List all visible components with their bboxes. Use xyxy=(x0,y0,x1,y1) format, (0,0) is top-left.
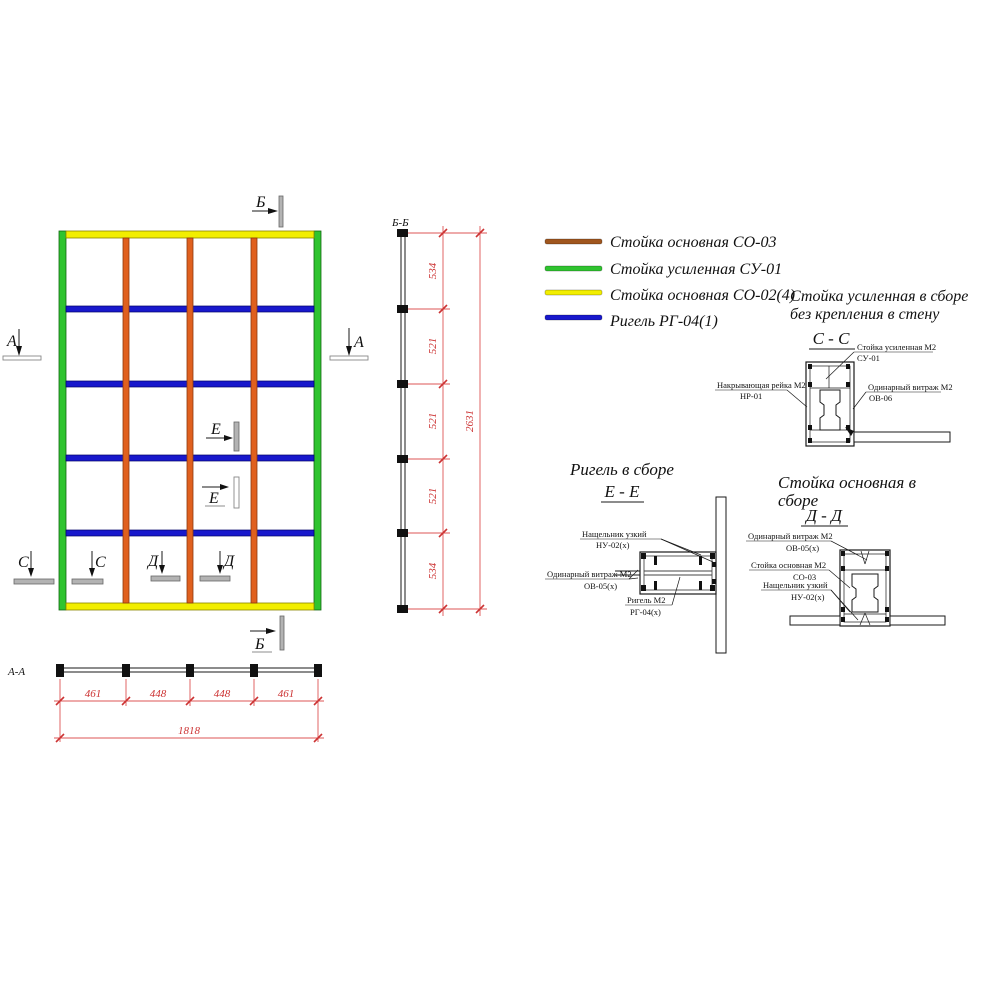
cut-plane-bar xyxy=(3,356,41,360)
callout-nr01 xyxy=(715,380,807,407)
legend-swatch-co03 xyxy=(545,239,602,244)
dim-value: 534 xyxy=(427,262,439,280)
detail-dd-section-label: Д - Д xyxy=(806,506,842,525)
cut-plane-bar xyxy=(72,579,103,584)
svg-text:Нащельник узкий: Нащельник узкий xyxy=(763,580,828,590)
legend xyxy=(545,234,795,330)
dim-value: 521 xyxy=(427,337,439,355)
glazing-bar-left xyxy=(790,616,840,625)
cut-plane-bar xyxy=(330,356,368,360)
dim-total-value: 1818 xyxy=(178,725,200,737)
marker-letter-e-lower: Е xyxy=(209,490,219,507)
legend-label-co03: Стойка основная СО-03 xyxy=(610,234,777,251)
stanchion-reinforced-right xyxy=(314,231,321,610)
arrow-down-icon xyxy=(217,565,223,574)
marker-letter-b-top: Б xyxy=(256,194,266,211)
detail-ee-section-label: Е - Е xyxy=(604,482,640,501)
stanchion-reinforced-left xyxy=(59,231,66,610)
svg-text:НУ-02(х): НУ-02(х) xyxy=(596,540,630,550)
svg-text:Стойка усиленная М2: Стойка усиленная М2 xyxy=(857,342,937,352)
callout-ov05 xyxy=(545,569,638,591)
arrow-down-icon xyxy=(28,568,34,577)
svg-text:СУ-01: СУ-01 xyxy=(857,353,880,363)
dim-value: 534 xyxy=(427,562,439,580)
detail-dd-title-1: Стойка основная в xyxy=(778,473,916,492)
dim-value: 448 xyxy=(149,688,167,700)
svg-text:РГ-04(х): РГ-04(х) xyxy=(630,607,661,617)
section-marker-b-bottom xyxy=(250,616,284,653)
svg-text:Ригель М2: Ригель М2 xyxy=(627,595,666,605)
cut-plane-bar xyxy=(200,576,230,581)
arrow-right-icon xyxy=(220,484,229,490)
marker-letter-a-left: А xyxy=(7,333,17,350)
section-markers xyxy=(3,194,368,653)
profile-cavity xyxy=(852,574,878,612)
legend-label-so02: Стойка основная СО-02(4) xyxy=(610,287,796,304)
section-aa-label: А-А xyxy=(8,666,26,678)
svg-text:Одинарный витраж М2: Одинарный витраж М2 xyxy=(868,382,953,392)
section-marker-c-outer xyxy=(14,551,54,584)
legend-label-su01: Стойка усиленная СУ-01 xyxy=(610,261,783,278)
svg-text:Накрывающая рейка М2: Накрывающая рейка М2 xyxy=(717,380,806,390)
detail-cc-title-1: Стойка усиленная в сборе xyxy=(790,288,969,305)
legend-label-rg04: Ригель РГ-04(1) xyxy=(610,313,718,330)
section-marker-c-inner xyxy=(72,551,106,584)
section-bb-view xyxy=(391,217,487,616)
svg-text:НР-01: НР-01 xyxy=(740,391,763,401)
marker-letter-b-bottom: Б xyxy=(255,636,265,653)
stanchion-main-2 xyxy=(187,238,193,603)
legend-swatch-so02 xyxy=(545,290,602,295)
stanchion-main-3 xyxy=(251,238,257,603)
section-marker-b-top xyxy=(252,194,283,227)
arrow-down-icon xyxy=(159,565,165,574)
section-marker-a-right xyxy=(330,328,368,360)
profile-ee-drawing xyxy=(615,497,726,653)
profile-cc-drawing xyxy=(806,362,950,446)
svg-text:Одинарный витраж М2: Одинарный витраж М2 xyxy=(748,531,833,541)
detail-ee xyxy=(545,460,726,653)
svg-text:Одинарный витраж М2: Одинарный витраж М2 xyxy=(547,569,632,579)
cut-plane-bar xyxy=(151,576,180,581)
callout-ov06 xyxy=(853,382,953,409)
stanchion-plan xyxy=(716,497,726,653)
marker-letter-d-second: Д xyxy=(224,553,235,570)
stanchion-section-line xyxy=(401,231,405,611)
detail-cc-title-2: без крепления в стену xyxy=(790,306,940,323)
svg-text:СО-03: СО-03 xyxy=(793,572,817,582)
stanchion-main-1 xyxy=(123,238,129,603)
detail-cc-section-label: С - С xyxy=(812,329,850,348)
arrow-right-icon xyxy=(268,208,278,214)
section-marker-e-lower xyxy=(202,477,239,508)
section-marker-e-upper xyxy=(206,421,239,451)
section-aa-view xyxy=(7,664,324,742)
svg-text:Нащельник узкий: Нащельник узкий xyxy=(582,529,647,539)
cut-plane-bar xyxy=(234,477,239,508)
arrow-down-icon xyxy=(346,346,352,356)
detail-ee-title: Ригель в сборе xyxy=(570,460,674,479)
arrow-right-icon xyxy=(266,628,276,634)
legend-swatch-su01 xyxy=(545,266,602,271)
detail-cc xyxy=(715,288,968,446)
svg-text:Стойка основная М2: Стойка основная М2 xyxy=(751,560,827,570)
marker-letter-a-right: А xyxy=(354,334,364,351)
dim-value: 521 xyxy=(427,412,439,430)
svg-text:ОВ-05(х): ОВ-05(х) xyxy=(786,543,820,553)
dim-total-value: 2631 xyxy=(464,410,476,432)
frame-top-member xyxy=(66,231,314,238)
dim-value: 448 xyxy=(213,688,231,700)
frame-bottom-member xyxy=(66,603,314,610)
cut-plane-bar xyxy=(280,616,284,650)
legend-swatch-rg04 xyxy=(545,315,602,320)
marker-letter-e-upper: Е xyxy=(211,421,221,438)
cut-plane-bar xyxy=(14,579,54,584)
detail-dd-title-2: сборе xyxy=(778,491,819,510)
dim-value: 521 xyxy=(427,487,439,505)
dim-value: 461 xyxy=(84,688,102,700)
marker-letter-c-inner: С xyxy=(95,554,106,571)
section-marker-a-left xyxy=(3,329,41,360)
glazing-bar xyxy=(854,432,950,442)
marker-letter-d-first: Д xyxy=(148,553,159,570)
cut-plane-bar xyxy=(279,196,283,227)
section-marker-d-second xyxy=(200,551,235,581)
arrow-down-icon xyxy=(16,346,22,356)
svg-text:ОВ-06: ОВ-06 xyxy=(869,393,893,403)
glazing-bar-right xyxy=(890,616,945,625)
svg-text:НУ-02(х): НУ-02(х) xyxy=(791,592,825,602)
marker-letter-c-outer: С xyxy=(18,554,29,571)
section-marker-d-first xyxy=(146,551,180,581)
section-bb-label: Б-Б xyxy=(392,217,409,229)
cut-plane-bar xyxy=(234,422,239,451)
detail-dd xyxy=(746,473,945,626)
dim-value: 461 xyxy=(277,688,295,700)
arrow-right-icon xyxy=(224,435,233,441)
svg-text:ОВ-05(х): ОВ-05(х) xyxy=(584,581,618,591)
